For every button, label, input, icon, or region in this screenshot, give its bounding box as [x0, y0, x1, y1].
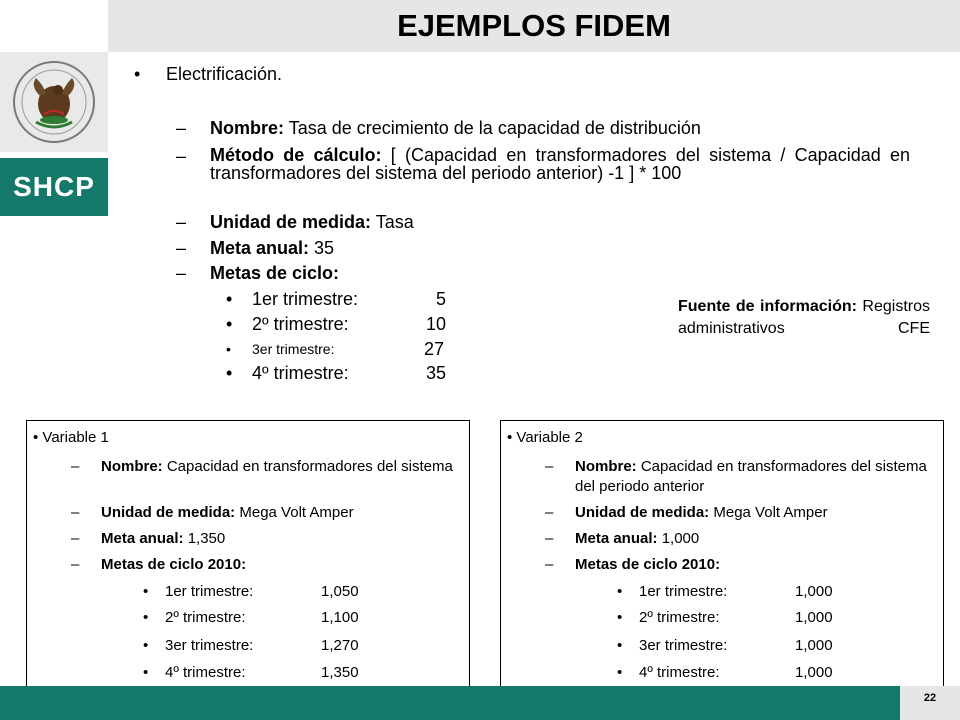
quarter-value: 27	[423, 339, 444, 359]
variable-2-box: • Variable 2 – Nombre: Capacidad en transformadores del sistema del periodo anterior – Unidad de medida: Mega Volt Amper – Meta anual: 1,000 – Metas de ciclo 2010: • 1er trimestre: 1,000 • 2º trimestre: 1,000 • 3er trimestre: 1,000 • 4º trimestre: 1,000	[500, 420, 944, 690]
item-label: Metas de ciclo:	[210, 263, 340, 283]
quarter-label: 1er trimestre:	[252, 289, 359, 309]
page-title: EJEMPLOS FIDEM	[397, 8, 671, 43]
eagle-seal-icon	[6, 56, 102, 148]
quarter-label: 3er trimestre:	[252, 341, 335, 357]
variable-title: • Variable 1	[33, 429, 109, 446]
page-number: 22	[923, 692, 937, 704]
mexico-seal	[0, 52, 108, 152]
source-note	[678, 296, 930, 340]
item-value: Tasa de crecimiento de la capacidad de distribución	[288, 118, 701, 138]
main-heading: Electrificación.	[166, 64, 283, 84]
quarter-label: 2º trimestre:	[252, 314, 349, 334]
quarter-value: 10	[425, 314, 446, 334]
item-value: [ (Capacidad en transformadores del sistema / Capacidad en transformadores del sistema del periodo anterior) -1 ] * 100	[210, 145, 910, 183]
quarter-label: 4º trimestre:	[252, 363, 349, 383]
item-value: Tasa	[375, 212, 414, 232]
item-label: Método de cálculo:	[210, 145, 382, 165]
footer-bar	[0, 686, 900, 720]
quarter-value: 35	[425, 363, 446, 383]
shcp-logo: SHCP	[13, 171, 95, 202]
source-value: Registros administrativos CFE	[678, 298, 930, 337]
quarter-value: 5	[435, 289, 446, 309]
item-label: Unidad de medida:	[210, 212, 372, 232]
variable-1-box: • Variable 1 – Nombre: Capacidad en transformadores del sistema – Unidad de medida: Mega Volt Amper – Meta anual: 1,350 – Metas de ciclo 2010: • 1er trimestre: 1,050 • 2º trimestre: 1,100 • 3er trimestre: 1,270 • 4º trimestre: 1,350	[26, 420, 470, 690]
source-label: Fuente de información:	[678, 298, 857, 315]
variable-title: • Variable 2	[507, 429, 583, 446]
item-value: 35	[314, 238, 335, 258]
bullet-icon: •	[134, 64, 141, 84]
item-label: Nombre:	[210, 118, 285, 138]
item-label: Meta anual:	[210, 238, 310, 258]
shcp-logo-band	[0, 158, 108, 216]
